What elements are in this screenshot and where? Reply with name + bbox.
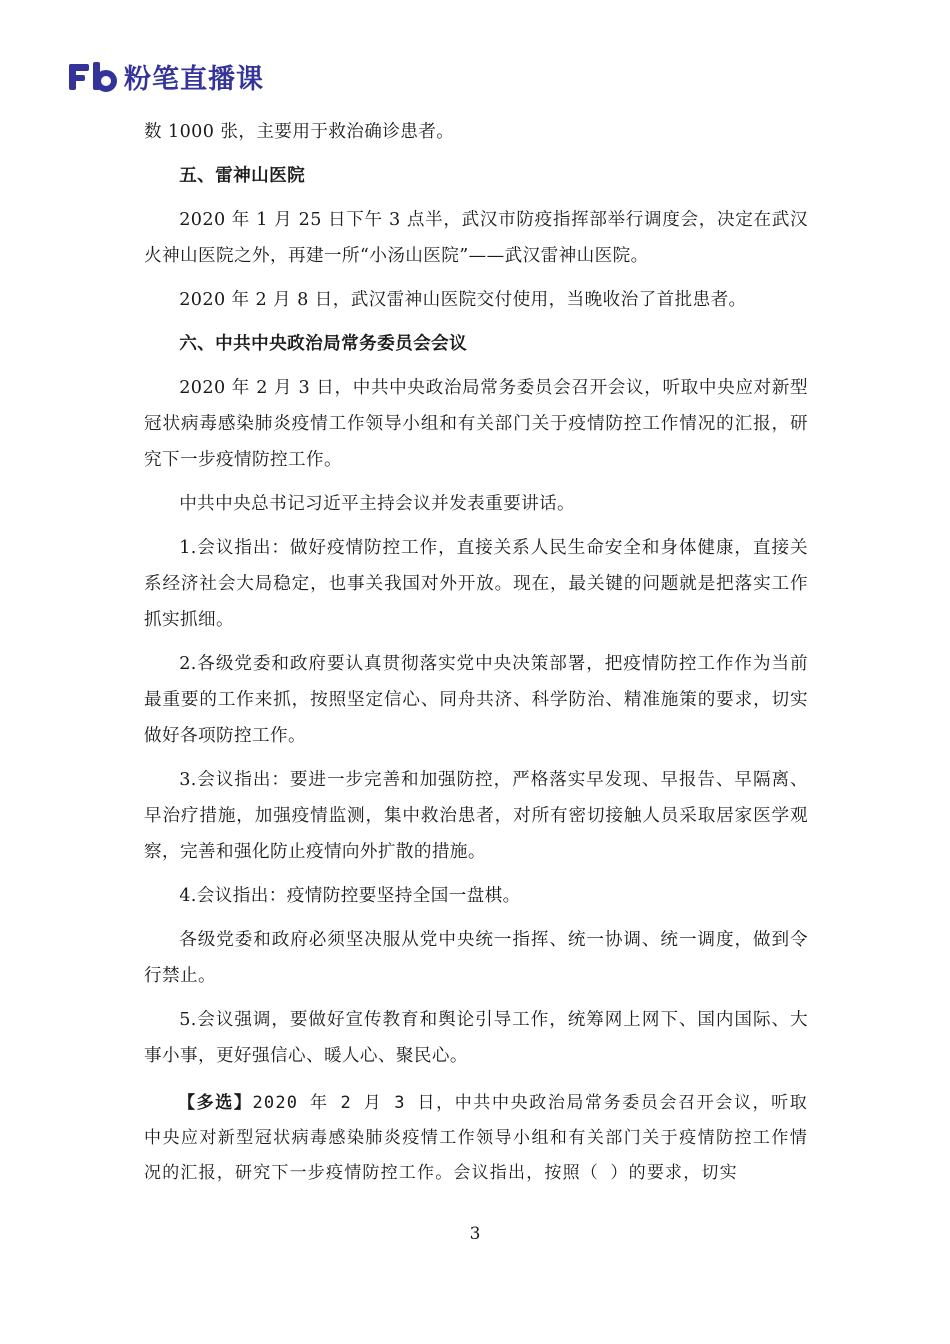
paragraph: 数 1000 张，主要用于救治确诊患者。 — [144, 122, 455, 142]
paragraph: 1.会议指出：做好疫情防控工作，直接关系人民生命安全和身体健康，直接关系经济社会大局稳定，也事关我国对外开放。现在，最关键的问题就是把落实工作抓实抓细。 — [144, 538, 808, 630]
paragraph: 2.各级党委和政府要认真贯彻落实党中央决策部署，把疫情防控工作作为当前最重要的工作来抓，按照坚定信心、同舟共济、科学防治、精准施策的要求，切实做好各项防控工作。 — [144, 654, 808, 746]
paragraph: 各级党委和政府必须坚决服从党中央统一指挥、统一协调、统一调度，做到令行禁止。 — [144, 930, 808, 986]
question-text: 2020 年 2 月 3 日，中共中央政治局常务委员会召开会议，听取中央应对新型冠状病毒感染肺炎疫情工作领导小组和有关部门关于疫情防控工作情况的汇报，研究下一步疫情防控工作。会议指出，按照（ ）的要求，切实 — [144, 1093, 808, 1183]
section-heading: 五、雷神山医院 — [179, 165, 306, 186]
brand-name: 粉笔直播课 — [124, 63, 264, 95]
question-type-tag: 【多选】 — [178, 1093, 253, 1113]
paragraph: 2020 年 1 月 25 日下午 3 点半，武汉市防疫指挥部举行调度会，决定在武汉火神山医院之外，再建一所“小汤山医院”——武汉雷神山医院。 — [144, 210, 808, 266]
fb-logo-icon — [68, 60, 118, 92]
paragraph: 中共中央总书记习近平主持会议并发表重要讲话。 — [179, 494, 576, 514]
paragraph: 5.会议强调，要做好宣传教育和舆论引导工作，统筹网上网下、国内国际、大事小事，更好强信心、暖人心、聚民心。 — [144, 1010, 808, 1066]
document-body — [144, 114, 808, 1191]
page-header — [68, 56, 264, 96]
section-heading: 六、中共中央政治局常务委员会会议 — [179, 333, 468, 354]
paragraph: 4.会议指出：疫情防控要坚持全国一盘棋。 — [179, 886, 521, 906]
paragraph: 2020 年 2 月 3 日，中共中央政治局常务委员会召开会议，听取中央应对新型冠状病毒感染肺炎疫情工作领导小组和有关部门关于疫情防控工作情况的汇报，研究下一步疫情防控工作。 — [144, 378, 808, 470]
paragraph: 2020 年 2 月 8 日，武汉雷神山医院交付使用，当晚收治了首批患者。 — [179, 290, 747, 310]
question-block — [144, 1086, 808, 1191]
paragraph: 3.会议指出：要进一步完善和加强防控，严格落实早发现、早报告、早隔离、早治疗措施，加强疫情监测，集中救治患者，对所有密切接触人员采取居家医学观察，完善和强化防止疫情向外扩散的措施。 — [144, 770, 808, 862]
page-number: 3 — [469, 1224, 481, 1244]
